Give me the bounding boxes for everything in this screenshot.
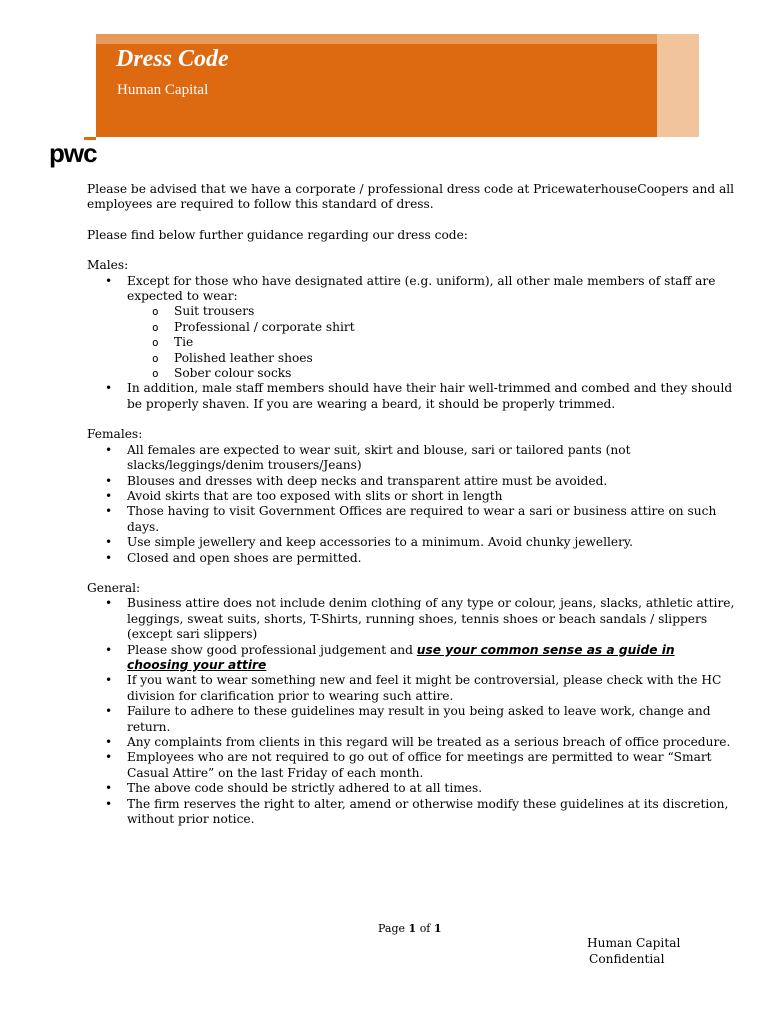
females-list bbox=[87, 443, 737, 566]
section-heading-females: Females: bbox=[87, 427, 143, 442]
emphasis-text: use your common sense as a guide in choosing your attire bbox=[127, 642, 675, 672]
list-item: • Blouses and dresses with deep necks and transparent attire must be avoided. bbox=[127, 474, 737, 489]
list-item: • Employees who are not required to go out of office for meetings are permitted to wear “Smart Casual Attire” on the last Friday of each month. bbox=[127, 750, 737, 781]
list-item: o Polished leather shoes bbox=[174, 351, 737, 366]
list-item: • Closed and open shoes are permitted. bbox=[127, 551, 737, 566]
list-item: • The firm reserves the right to alter, amend or otherwise modify these guidelines at its discretion, without prior notice. bbox=[127, 797, 737, 828]
general-list bbox=[87, 596, 737, 827]
intro-guidance: Please find below further guidance regarding our dress code: bbox=[87, 227, 468, 242]
pwc-logo: pwc bbox=[49, 138, 97, 168]
list-item: o Sober colour socks bbox=[174, 366, 737, 381]
section-heading-males: Males: bbox=[87, 258, 129, 273]
list-item: o Suit trousers bbox=[174, 304, 737, 319]
list-item: • All females are expected to wear suit, skirt and blouse, sari or tailored pants (not slacks/leggings/denim trousers/Jeans) bbox=[127, 443, 737, 474]
list-item: o Professional / corporate shirt bbox=[174, 320, 737, 335]
document-subtitle: Human Capital bbox=[117, 82, 209, 98]
list-item: • Any complaints from clients in this regard will be treated as a serious breach of office procedure. bbox=[127, 735, 737, 750]
footer-dept-name: Human Capital bbox=[587, 936, 681, 950]
footer-department bbox=[587, 935, 680, 967]
males-list bbox=[87, 274, 737, 413]
list-item: • The above code should be strictly adhered to at all times. bbox=[127, 781, 737, 796]
list-item: • Failure to adhere to these guidelines may result in you being asked to leave work, change and return. bbox=[127, 704, 737, 735]
list-item: • In addition, male staff members should have their hair well-trimmed and combed and they should be properly shaven. If you are wearing a beard, it should be properly trimmed. bbox=[127, 381, 737, 412]
list-item: • Use simple jewellery and keep accessories to a minimum. Avoid chunky jewellery. bbox=[127, 535, 737, 550]
section-heading-general: General: bbox=[87, 580, 141, 595]
footer-classification: Confidential bbox=[589, 952, 665, 966]
list-item: o Tie bbox=[174, 335, 737, 350]
list-item: • Except for those who have designated attire (e.g. uniform), all other male members of staff are expected to wear: o Suit trousers o Professional / corporate shirt o Tie o Polished leather shoes o Sober colour socks bbox=[127, 274, 737, 382]
document-title: Dress Code bbox=[116, 46, 229, 72]
list-item: • Business attire does not include denim clothing of any type or colour, jeans, slacks, athletic attire, leggings, sweat suits, shorts, T-Shirts, running shoes, tennis shoes or beach sandals / slippers (except sari slippers) bbox=[127, 596, 737, 642]
list-item: • If you want to wear something new and feel it might be controversial, please check with the HC division for clarification prior to wearing such attire. bbox=[127, 673, 737, 704]
page-number: Page 1 of 1 bbox=[378, 922, 442, 935]
list-item: • Those having to visit Government Offices are required to wear a sari or business attire on such days. bbox=[127, 504, 737, 535]
document-body bbox=[87, 182, 737, 827]
list-item: • Please show good professional judgement and use your common sense as a guide in choosing your attire bbox=[127, 643, 737, 674]
header-banner-tab bbox=[96, 34, 657, 44]
males-sublist bbox=[127, 304, 737, 381]
list-item: • Avoid skirts that are too exposed with slits or short in length bbox=[127, 489, 737, 504]
intro-paragraph: Please be advised that we have a corporate / professional dress code at PricewaterhouseCoopers and all employees are required to follow this standard of dress. bbox=[87, 182, 735, 212]
